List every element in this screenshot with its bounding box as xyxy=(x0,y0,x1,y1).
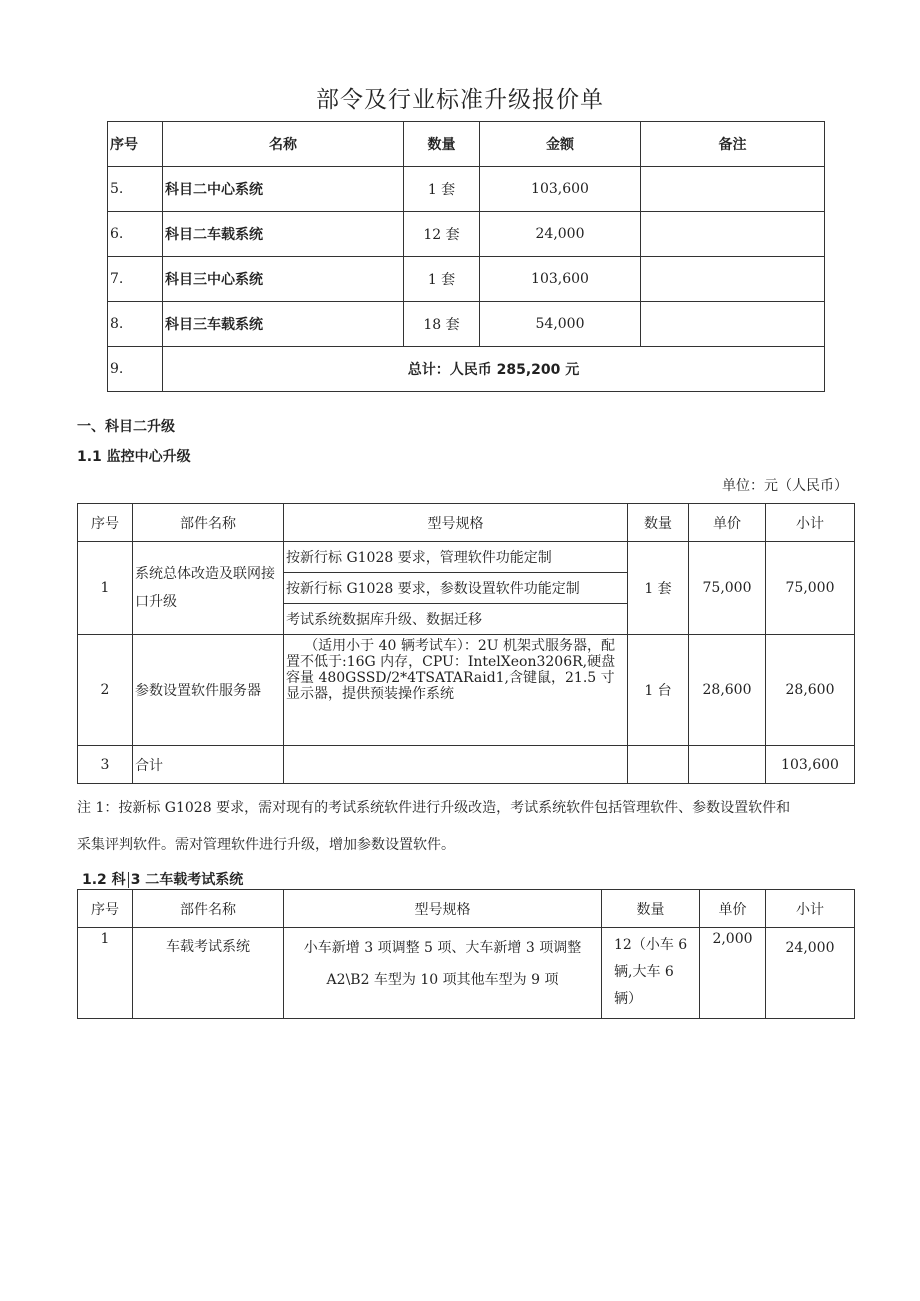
row-spec-line: A2\B2 车型为 10 项其他车型为 9 项 xyxy=(326,972,559,988)
row-spec xyxy=(284,928,602,1019)
row-price: 28,600 xyxy=(689,635,766,746)
header-subtotal: 小计 xyxy=(766,504,855,542)
table-header-row xyxy=(78,890,855,928)
row-amount: 103,600 xyxy=(480,257,641,302)
row-qty xyxy=(628,746,689,784)
total-no: 9. xyxy=(108,347,163,392)
row-part-name: 合计 xyxy=(133,746,284,784)
note-line-2: 采集评判软件。需对管理软件进行升级，增加参数设置软件。 xyxy=(77,837,455,853)
row-part-name: 车载考试系统 xyxy=(133,928,284,1019)
row-no: 5. xyxy=(108,167,163,212)
header-spec: 型号规格 xyxy=(284,890,602,928)
summary-header-row xyxy=(108,122,825,167)
header-amount: 金额 xyxy=(480,122,641,167)
row-price: 75,000 xyxy=(689,542,766,635)
row-price: 2,000 xyxy=(700,928,766,1019)
row-remark xyxy=(641,302,825,347)
center-upgrade-table xyxy=(77,503,855,784)
total-row xyxy=(108,347,825,392)
table-row xyxy=(108,167,825,212)
row-amount: 24,000 xyxy=(480,212,641,257)
header-no: 序号 xyxy=(78,504,133,542)
row-name: 科目三车载系统 xyxy=(163,302,404,347)
row-amount: 54,000 xyxy=(480,302,641,347)
table-row xyxy=(108,212,825,257)
section1-subheading: 1.1 监控中心升级 xyxy=(77,449,191,465)
total-text: 总计：人民币 285,200 元 xyxy=(163,347,825,392)
header-qty: 数量 xyxy=(628,504,689,542)
section1-heading: 一、科目二升级 xyxy=(77,419,175,435)
row-spec: 按新行标 G1028 要求，管理软件功能定制 xyxy=(284,542,628,573)
row-remark xyxy=(641,212,825,257)
summary-table xyxy=(107,121,825,392)
table-row xyxy=(78,928,855,1019)
header-qty: 数量 xyxy=(404,122,480,167)
row-qty: 1 套 xyxy=(404,257,480,302)
header-no: 序号 xyxy=(78,890,133,928)
row-spec xyxy=(284,746,628,784)
header-remark: 备注 xyxy=(641,122,825,167)
row-remark xyxy=(641,257,825,302)
row-spec: 考试系统数据库升级、数据迁移 xyxy=(284,604,628,635)
row-part-name: 参数设置软件服务器 xyxy=(133,635,284,746)
vehicle-system-table xyxy=(77,889,855,1019)
table-header-row xyxy=(78,504,855,542)
row-subtotal: 24,000 xyxy=(766,928,855,1019)
row-no: 1 xyxy=(78,542,133,635)
row-no: 8. xyxy=(108,302,163,347)
row-no: 1 xyxy=(78,928,133,1019)
table-row xyxy=(108,257,825,302)
row-spec: 按新行标 G1028 要求，参数设置软件功能定制 xyxy=(284,573,628,604)
note-line-1: 注 1：按新标 G1028 要求，需对现有的考试系统软件进行升级改造，考试系统软件包括管理软件、参数设置软件和 xyxy=(77,800,791,816)
page-title: 部令及行业标准升级报价单 xyxy=(316,87,604,113)
header-subtotal: 小计 xyxy=(766,890,855,928)
row-no: 2 xyxy=(78,635,133,746)
header-part-name: 部件名称 xyxy=(133,504,284,542)
section2-heading-part2: 3 二车载考试系统 xyxy=(130,872,244,888)
header-price: 单价 xyxy=(689,504,766,542)
row-qty: 1 套 xyxy=(628,542,689,635)
row-subtotal: 75,000 xyxy=(766,542,855,635)
total-row xyxy=(78,746,855,784)
header-price: 单价 xyxy=(700,890,766,928)
row-no: 3 xyxy=(78,746,133,784)
row-price xyxy=(689,746,766,784)
table-row xyxy=(108,302,825,347)
header-name: 名称 xyxy=(163,122,404,167)
row-spec: （适用小于 40 辆考试车）：2U 机架式服务器，配置不低于:16G 内存，CPU：IntelXeon3206R,硬盘容量 480GSSD/2*4TSATARaid1,含键鼠，21.5 寸显示器，提供预装操作系统 xyxy=(284,635,628,746)
row-part-name: 系统总体改造及联网接口升级 xyxy=(133,542,284,635)
row-qty: 12（小车 6 辆,大车 6 辆） xyxy=(602,928,700,1019)
row-no: 6. xyxy=(108,212,163,257)
row-subtotal: 103,600 xyxy=(766,746,855,784)
header-no: 序号 xyxy=(108,122,163,167)
section2-heading-part1: 1.2 科 xyxy=(82,872,126,888)
row-spec-line: 小车新增 3 项调整 5 项、大车新增 3 项调整 xyxy=(303,940,582,956)
header-qty: 数量 xyxy=(602,890,700,928)
header-part-name: 部件名称 xyxy=(133,890,284,928)
row-subtotal: 28,600 xyxy=(766,635,855,746)
row-amount: 103,600 xyxy=(480,167,641,212)
row-qty: 12 套 xyxy=(404,212,480,257)
row-no: 7. xyxy=(108,257,163,302)
row-qty: 1 台 xyxy=(628,635,689,746)
section2-heading xyxy=(82,869,243,889)
row-name: 科目三中心系统 xyxy=(163,257,404,302)
unit-label: 单位：元（人民币） xyxy=(722,478,848,494)
table-row xyxy=(78,635,855,746)
row-name: 科目二车载系统 xyxy=(163,212,404,257)
row-name: 科目二中心系统 xyxy=(163,167,404,212)
row-qty: 18 套 xyxy=(404,302,480,347)
divider xyxy=(128,872,129,888)
table-row xyxy=(78,542,855,573)
header-spec: 型号规格 xyxy=(284,504,628,542)
row-qty: 1 套 xyxy=(404,167,480,212)
row-remark xyxy=(641,167,825,212)
